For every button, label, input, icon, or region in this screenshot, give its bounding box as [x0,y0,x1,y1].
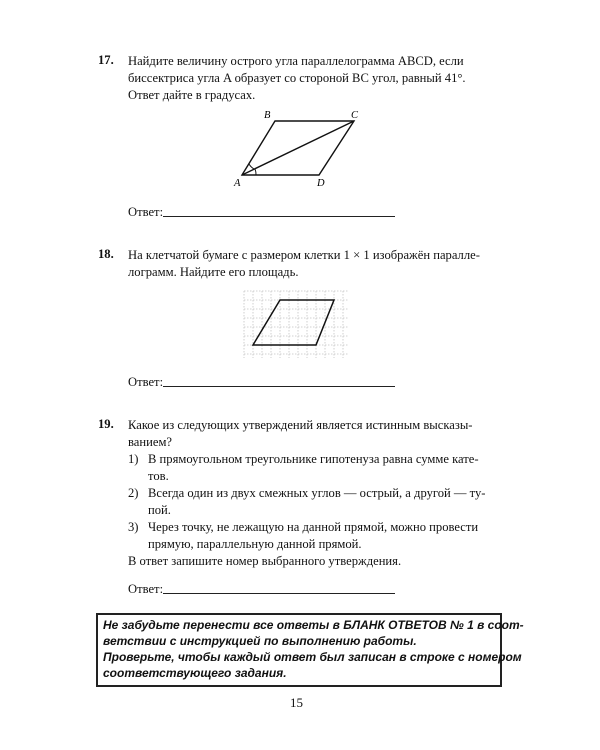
task-17-answer-line[interactable] [163,216,395,217]
task-18-text-line-1: На клетчатой бумаге с размером клетки 1 × 1 изображён паралле- [128,248,480,262]
option-3-line-1: Через точку, не лежащую на данной прямой, можно провести [148,520,479,534]
task-18-answer-label: Ответ: [128,375,164,389]
option-1-line-1: В прямоугольном треугольнике гипотенуза равна сумме кате- [148,452,479,466]
task-19-answer-label: Ответ: [128,582,164,596]
vertex-label-d: D [317,178,325,188]
task-19-text-line-1: Какое из следующих утверждений является истинным высказы- [128,418,473,432]
notice-line-3: Проверьте, чтобы каждый ответ был записан в строке с номером [103,650,522,664]
task-17-text-line-2: биссектриса угла A образует со стороной BC угол, равный 41°. [128,71,466,85]
parallelogram-bisector-figure [225,108,375,188]
option-2-number: 2) [128,486,139,500]
notice-box [96,613,524,687]
angle-arc-upper [249,164,254,169]
option-1-number: 1) [128,452,139,466]
notice-line-4: соответствующего задания. [103,666,287,680]
notice-line-2: ветствии с инструкцией по выполнению работы. [103,634,417,648]
grid-figure [241,288,353,362]
page-number: 15 [290,695,303,710]
task-17-answer-label: Ответ: [128,205,164,219]
task-18-number: 18. [98,247,114,261]
task-19-number: 19. [98,417,114,431]
task-17-text-line-3: Ответ дайте в градусах. [128,88,256,102]
notice-line-1: Не забудьте перенести все ответы в БЛАНК ОТВЕТОВ № 1 в соот- [103,618,524,632]
vertex-label-b: B [264,110,271,121]
option-2-line-1: Всегда один из двух смежных углов — острый, а другой — ту- [148,486,486,500]
task-18-text-line-2: лограмм. Найдите его площадь. [128,265,299,279]
vertex-label-c: C [351,110,359,121]
option-1-line-2: тов. [148,469,169,483]
task-17-number: 17. [98,53,114,67]
angle-arc-lower [255,169,256,175]
task-18-answer-line[interactable] [163,386,395,387]
task-19-text-line-2: ванием? [128,435,172,449]
vertex-label-a: A [234,178,241,188]
parallelogram-on-grid [253,300,334,345]
option-3-number: 3) [128,520,139,534]
task-17-text-line-1: Найдите величину острого угла параллелограмма ABCD, если [128,54,464,68]
option-2-line-2: пой. [148,503,171,517]
task-19-instruction: В ответ запишите номер выбранного утверждения. [128,554,402,568]
task-19-answer-line[interactable] [163,593,395,594]
option-3-line-2: прямую, параллельную данной прямой. [148,537,362,551]
